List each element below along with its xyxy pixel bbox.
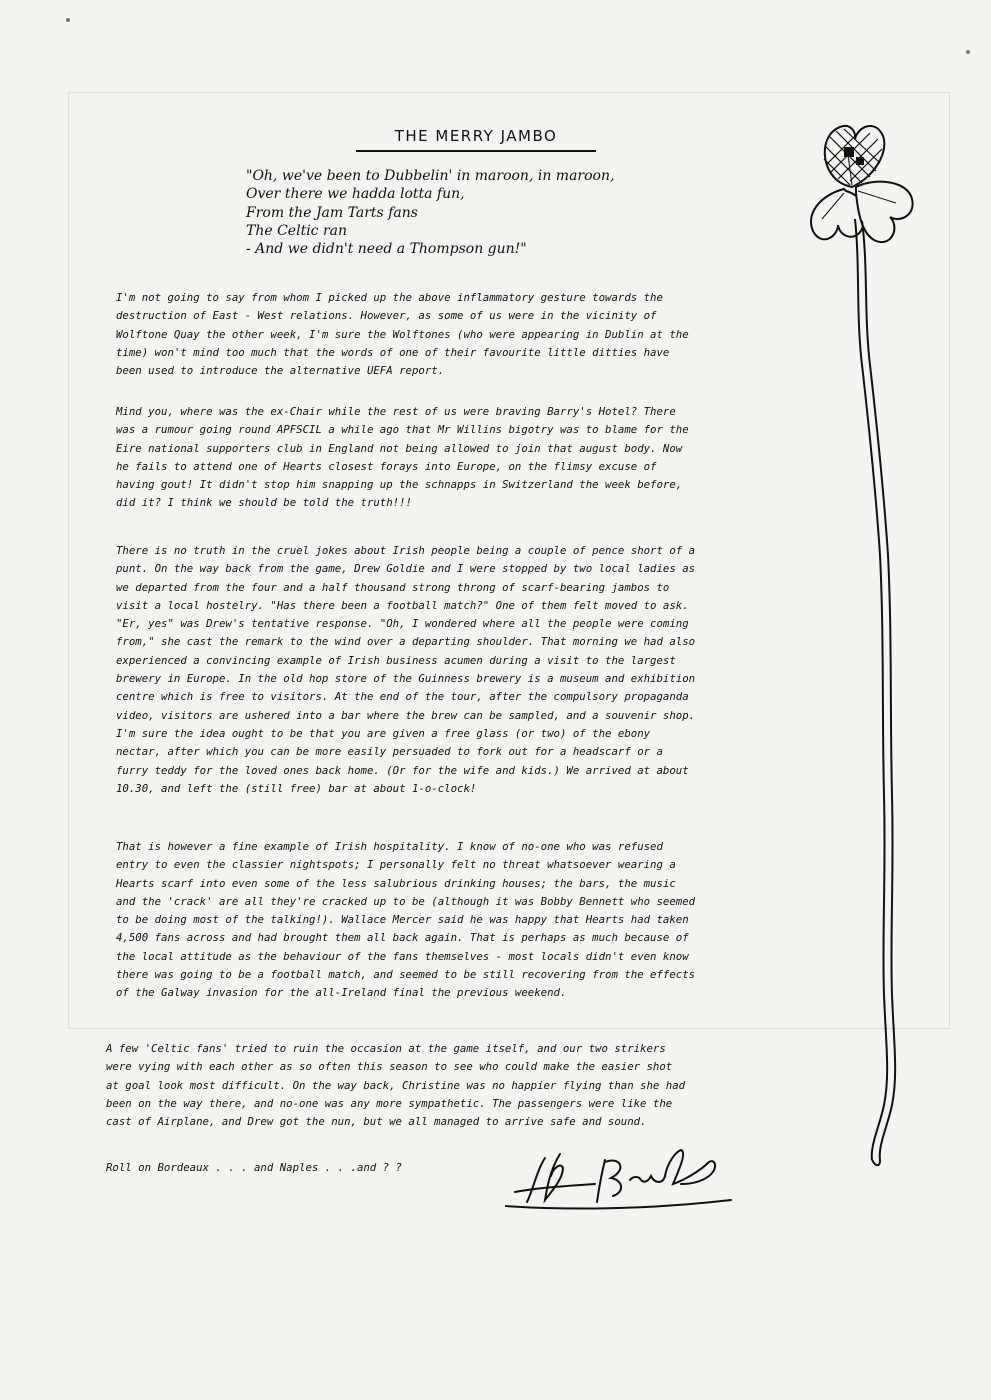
verse-line: - And we didn't need a Thompson gun!" bbox=[246, 241, 527, 258]
paragraph-intro: I'm not going to say from whom I picked up the above inflammatory gesture towards the destruction of East - West relations. However, as some of us were in the vicinity of Wolftone Quay the other week, I'm sure the Wolftones (who were appearing in Dublin at the time) won't mind too much that the words of one of their favourite little ditties have been used to introduce the alternative UEFA report. bbox=[116, 291, 689, 378]
verse-line: From the Jam Tarts fans bbox=[246, 204, 418, 221]
signature bbox=[505, 1140, 735, 1220]
verse-line: "Oh, we've been to Dubbelin' in maroon, in maroon, bbox=[246, 168, 615, 184]
paragraph-nightlife: That is however a fine example of Irish hospitality. I know of no-one who was refused entry to even the classier nightspots; I personally felt no threat whatsoever wearing a Hearts scarf into even some of the less salubrious drinking houses; the bars, the music and the 'crack' are all they're cracked up to be (although it was Bobby Bennett who seemed to be doing most of the talking!). Wallace Mercer said he was happy that Hearts had taken 4,500 fans across and had brought them all back again. That is perhaps as much because of the local attitude as the behaviour of the fans themselves - most locals didn't even know there was going to be a football match, and seemed to be still recovering from the effects of the Galway invasion for the all-Ireland final the previous weekend. bbox=[116, 840, 696, 1000]
shamrock-drawing bbox=[800, 115, 950, 1190]
punch-mark bbox=[966, 50, 970, 54]
punch-mark bbox=[66, 18, 70, 22]
paragraph-journey-home: A few 'Celtic fans' tried to ruin the occasion at the game itself, and our two strikers were vying with each other as so often this season to see who could make the easier shot at goal look most difficult. On the way back, Christine was no happier flying than she had been on the way there, and no-one was any more sympathetic. The passengers were like the cast of Airplane, and Drew got the nun, but we all managed to arrive safe and sound. bbox=[106, 1042, 686, 1129]
opening-verse bbox=[246, 167, 806, 258]
verse-line: The Celtic ran bbox=[246, 222, 348, 239]
closing-line: Roll on Bordeaux . . . and Naples . . .and ? ? bbox=[106, 1161, 402, 1174]
paragraph-irish-hospitality-story: There is no truth in the cruel jokes about Irish people being a couple of pence short of a punt. On the way back from the game, Drew Goldie and I were stopped by two local ladies as we departed from the four and a half thousand strong throng of scarf-bearing jambos to visit a local hostelry. "Has there been a football match?" One of them felt moved to ask. "Er, yes" was Drew's tentative response. "Oh, I wondered where all the people were coming from," she cast the remark to the wind over a departing shoulder. That morning we had also experienced a convincing example of Irish business acumen during a visit to the largest brewery in Europe. In the old hop store of the Guinness brewery is a museum and exhibition centre which is free to visitors. At the end of the tour, after the compulsory propaganda video, visitors are ushered into a bar where the brew can be sampled, and a souvenir shop. I'm sure the idea ought to be that you are given a free glass (or two) of the ebony nectar, after which you can be more easily persuaded to fork out for a headscarf or a furry teddy for the loved ones back home. (Or for the wife and kids.) We arrived at about 10.30, and left the (still free) bar at about 1-o-clock! bbox=[116, 544, 696, 795]
verse-line: Over there we hadda lotta fun, bbox=[246, 186, 465, 203]
page-title: THE MERRY JAMBO bbox=[356, 127, 596, 152]
paragraph-ex-chair: Mind you, where was the ex-Chair while the rest of us were braving Barry's Hotel? There was a rumour going round APFSCIL a while ago that Mr Willins bigotry was to blame for the Eire national supporters club in England not being allowed to join that august body. Now he fails to attend one of Hearts closest forays into Europe, on the flimsy excuse of having gout! It didn't stop him snapping up the schnapps in Switzerland the week before, did it? I think we should be told the truth!!! bbox=[116, 405, 689, 510]
